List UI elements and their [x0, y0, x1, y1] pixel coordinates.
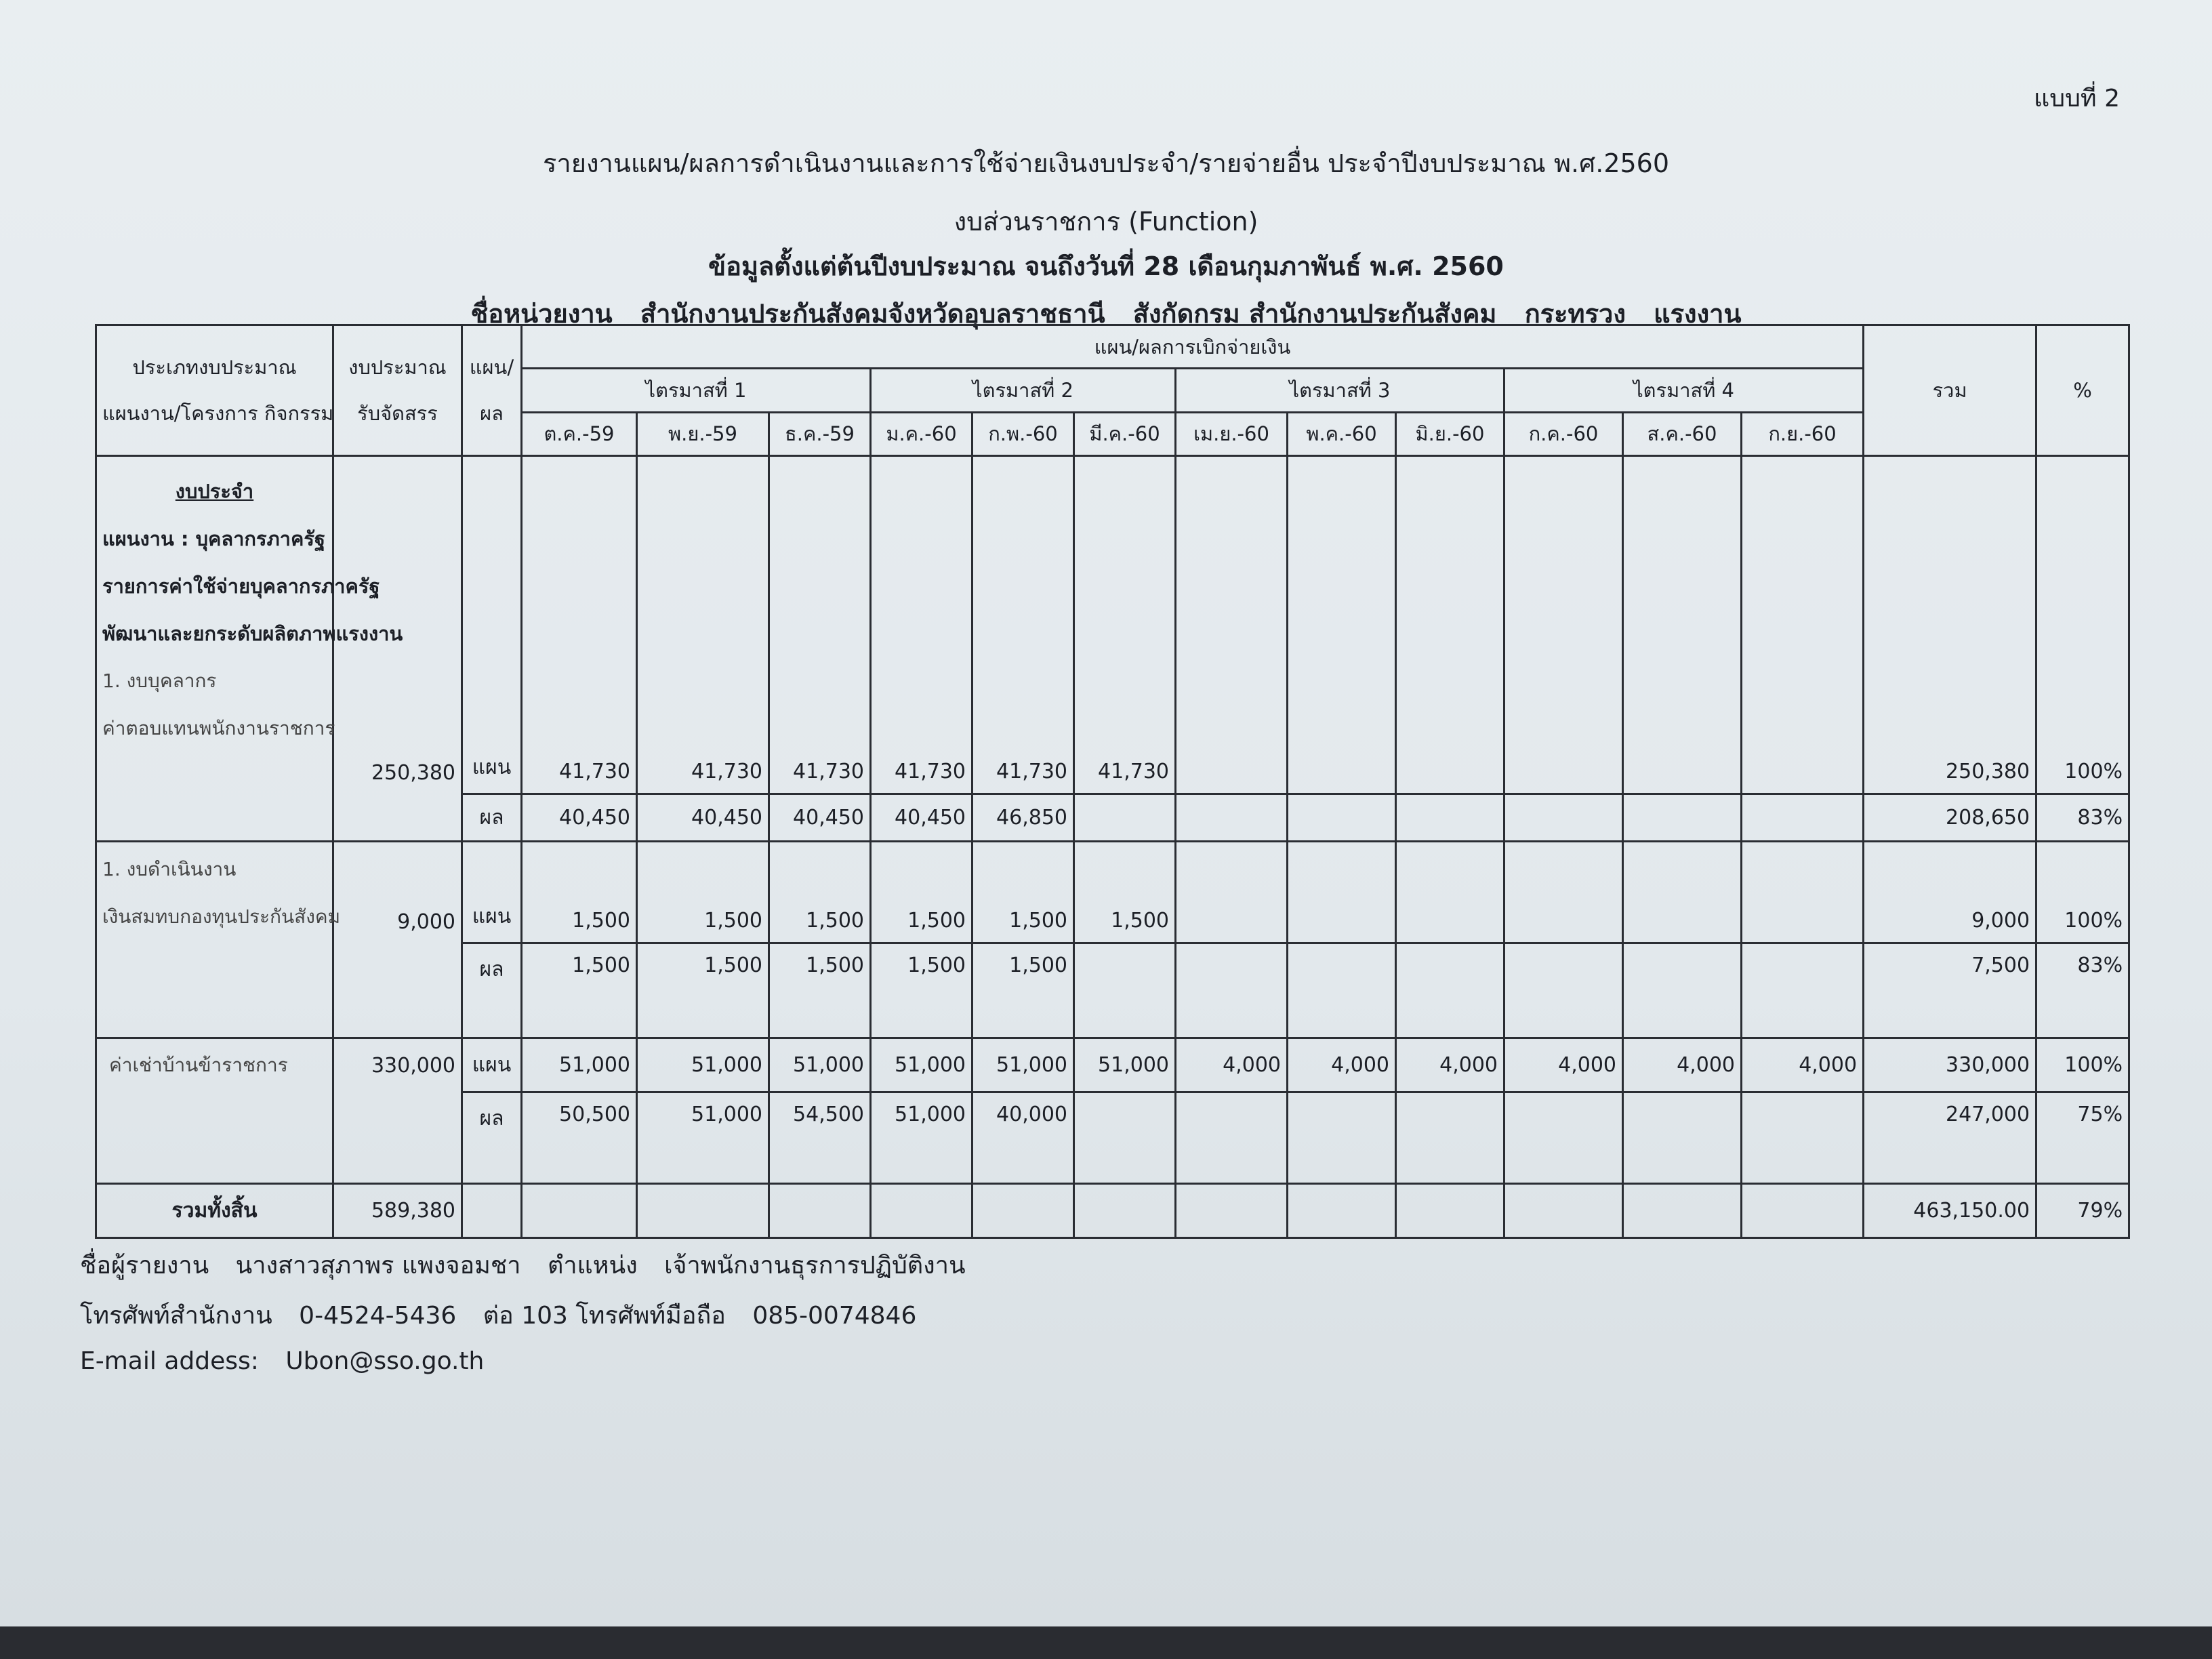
value-cell: 51,000: [637, 1092, 769, 1184]
header-row-1: [96, 325, 2129, 369]
budget-table: [95, 324, 2130, 1239]
empty-cell: [769, 1184, 871, 1238]
office-phone: 0-4524-5436: [299, 1302, 457, 1330]
section-description: งบประจำ แผนงาน : บุคลากรภาครัฐ รายการค่าใช้จ่ายบุคลากรภาครัฐ พัฒนาและยกระดับผลิตภาพแรงงาน 1. งบบุคลากร ค่าตอบแทนพนักงานราชการ: [96, 456, 333, 794]
value-cell: [1288, 456, 1396, 794]
value-cell: 40,450: [769, 794, 871, 842]
email-label: E-mail addess:: [80, 1347, 259, 1375]
category-cell: [96, 794, 333, 842]
value-cell: [1623, 842, 1742, 943]
value-cell: 41,730: [1074, 456, 1176, 794]
total-cell: 247,000: [1864, 1092, 2036, 1184]
value-cell: [1504, 943, 1623, 1038]
table-row: [96, 842, 2129, 943]
category-cell: [96, 943, 333, 1038]
value-cell: 51,000: [522, 1038, 637, 1092]
grand-total-percent: 79%: [2036, 1184, 2129, 1238]
value-cell: 1,500: [769, 842, 871, 943]
value-cell: 40,450: [637, 794, 769, 842]
month-header: พ.ค.-60: [1288, 412, 1396, 455]
month-header: ธ.ค.-59: [769, 412, 871, 455]
value-cell: 4,000: [1176, 1038, 1288, 1092]
ministry-label: กระทรวง: [1524, 299, 1626, 329]
value-cell: 40,450: [522, 794, 637, 842]
value-cell: [1623, 794, 1742, 842]
email-line: [80, 1347, 484, 1375]
value-cell: 41,730: [871, 456, 972, 794]
empty-cell: [1504, 1184, 1623, 1238]
dept-label: สังกัดกรม: [1132, 299, 1240, 329]
value-cell: [1176, 456, 1288, 794]
col-header-category: ประเภทงบประมาณ แผนงาน/โครงการ กิจกรรม: [96, 325, 333, 456]
value-cell: [1623, 456, 1742, 794]
empty-cell: [1074, 1184, 1176, 1238]
ext-value: 103: [521, 1302, 568, 1330]
value-cell: 1,500: [1074, 842, 1176, 943]
total-cell: 250,380: [1864, 456, 2036, 794]
grand-total-budget: 589,380: [333, 1184, 462, 1238]
empty-cell: [1396, 1184, 1504, 1238]
quarter-2-header: ไตรมาสที่ 2: [871, 369, 1176, 412]
value-cell: [1623, 1092, 1742, 1184]
empty-cell: [637, 1184, 769, 1238]
reporter-label: ชื่อผู้รายงาน: [80, 1252, 209, 1279]
month-header: ก.พ.-60: [972, 412, 1074, 455]
budget-cell: [333, 1092, 462, 1184]
value-cell: 51,000: [871, 1038, 972, 1092]
value-cell: 4,000: [1288, 1038, 1396, 1092]
category-cell: [96, 1092, 333, 1184]
value-cell: 1,500: [769, 943, 871, 1038]
value-cell: 51,000: [1074, 1038, 1176, 1092]
value-cell: 1,500: [637, 842, 769, 943]
month-header: พ.ย.-59: [637, 412, 769, 455]
category-cell: ค่าเช่าบ้านข้าราชการ: [96, 1038, 333, 1092]
value-cell: 1,500: [972, 842, 1074, 943]
value-cell: [1742, 794, 1864, 842]
value-cell: [1074, 1092, 1176, 1184]
value-cell: 54,500: [769, 1092, 871, 1184]
budget-cell: 250,380: [333, 456, 462, 794]
form-number: แบบที่ 2: [2034, 85, 2120, 112]
value-cell: [1504, 456, 1623, 794]
month-header: ส.ค.-60: [1623, 412, 1742, 455]
budget-cell: [333, 943, 462, 1038]
value-cell: 51,000: [972, 1038, 1074, 1092]
position-value: เจ้าพนักงานธุรการปฏิบัติงาน: [664, 1252, 966, 1279]
desk-edge: [0, 1626, 2212, 1659]
quarter-1-header: ไตรมาสที่ 1: [522, 369, 871, 412]
total-cell: 9,000: [1864, 842, 2036, 943]
value-cell: [1742, 842, 1864, 943]
percent-cell: 100%: [2036, 1038, 2129, 1092]
row-type: แผน: [462, 842, 522, 943]
value-cell: 40,450: [871, 794, 972, 842]
month-header: ก.ค.-60: [1504, 412, 1623, 455]
value-cell: 40,000: [972, 1092, 1074, 1184]
value-cell: 1,500: [972, 943, 1074, 1038]
empty-cell: [1623, 1184, 1742, 1238]
office-phone-label: โทรศัพท์สำนักงาน: [80, 1302, 272, 1330]
value-cell: [1742, 1092, 1864, 1184]
row-type: แผน: [462, 1038, 522, 1092]
value-cell: [1176, 943, 1288, 1038]
value-cell: 50,500: [522, 1092, 637, 1184]
grand-total-amount: 463,150.00: [1864, 1184, 2036, 1238]
row-type: ผล: [462, 794, 522, 842]
value-cell: [1396, 794, 1504, 842]
row-type: ผล: [462, 1092, 522, 1184]
percent-cell: 83%: [2036, 943, 2129, 1038]
table-row: [96, 943, 2129, 1038]
value-cell: [1504, 842, 1623, 943]
value-cell: 1,500: [871, 943, 972, 1038]
position-label: ตำแหน่ง: [547, 1252, 638, 1279]
total-cell: 7,500: [1864, 943, 2036, 1038]
report-title: รายงานแผน/ผลการดำเนินงานและการใช้จ่ายเงินงบประจำ/รายจ่ายอื่น ประจำปีงบประมาณ พ.ศ.2560: [542, 148, 1670, 178]
month-header: ก.ย.-60: [1742, 412, 1864, 455]
value-cell: 4,000: [1396, 1038, 1504, 1092]
value-cell: [1288, 943, 1396, 1038]
empty-cell: [1176, 1184, 1288, 1238]
value-cell: [1623, 943, 1742, 1038]
value-cell: 4,000: [1504, 1038, 1623, 1092]
budget-cell: 330,000: [333, 1038, 462, 1092]
grand-total-row: [96, 1184, 2129, 1238]
quarter-4-header: ไตรมาสที่ 4: [1504, 369, 1864, 412]
disbursement-header: แผน/ผลการเบิกจ่ายเงิน: [522, 325, 1864, 369]
value-cell: [1396, 1092, 1504, 1184]
value-cell: [1504, 1092, 1623, 1184]
value-cell: 41,730: [637, 456, 769, 794]
percent-cell: 100%: [2036, 456, 2129, 794]
value-cell: 51,000: [769, 1038, 871, 1092]
total-header: รวม: [1864, 325, 2036, 456]
budget-cell: [333, 794, 462, 842]
row-type: แผน: [462, 456, 522, 794]
report-subtitle: งบส่วนราชการ (Function): [954, 207, 1258, 237]
col-header-plan-result: แผน/ ผล: [462, 325, 522, 456]
col-header-budget: งบประมาณ รับจัดสรร: [333, 325, 462, 456]
empty-cell: [1288, 1184, 1396, 1238]
table-row: [96, 1092, 2129, 1184]
value-cell: [1742, 456, 1864, 794]
empty-cell: [522, 1184, 637, 1238]
row-type: ผล: [462, 943, 522, 1038]
value-cell: [1504, 794, 1623, 842]
category-cell: 1. งบดำเนินงาน เงินสมทบกองทุนประกันสังคม: [96, 842, 333, 943]
value-cell: 46,850: [972, 794, 1074, 842]
empty-cell: [972, 1184, 1074, 1238]
ministry-name: แรงงาน: [1654, 299, 1742, 329]
value-cell: [1288, 842, 1396, 943]
value-cell: [1396, 943, 1504, 1038]
value-cell: [1396, 456, 1504, 794]
quarter-3-header: ไตรมาสที่ 3: [1176, 369, 1504, 412]
value-cell: [1176, 842, 1288, 943]
value-cell: 41,730: [522, 456, 637, 794]
value-cell: [1074, 794, 1176, 842]
percent-cell: 83%: [2036, 794, 2129, 842]
reporter-name: นางสาวสุภาพร แพงจอมชา: [235, 1252, 521, 1279]
value-cell: [1176, 794, 1288, 842]
month-header: มี.ค.-60: [1074, 412, 1176, 455]
value-cell: [1742, 943, 1864, 1038]
table-row: [96, 456, 2129, 794]
empty-cell: [1742, 1184, 1864, 1238]
reporter-line: [80, 1246, 966, 1284]
value-cell: 51,000: [637, 1038, 769, 1092]
dept-name: สำนักงานประกันสังคม: [1248, 299, 1497, 329]
budget-cell: 9,000: [333, 842, 462, 943]
month-header: ม.ค.-60: [871, 412, 972, 455]
value-cell: 1,500: [522, 943, 637, 1038]
value-cell: 4,000: [1742, 1038, 1864, 1092]
value-cell: [1176, 1092, 1288, 1184]
value-cell: 51,000: [871, 1092, 972, 1184]
unit-name: สำนักงานประกันสังคมจังหวัดอุบลราชธานี: [640, 299, 1105, 329]
total-cell: 208,650: [1864, 794, 2036, 842]
percent-cell: 75%: [2036, 1092, 2129, 1184]
email-value: Ubon@sso.go.th: [285, 1347, 485, 1375]
total-cell: 330,000: [1864, 1038, 2036, 1092]
value-cell: 41,730: [972, 456, 1074, 794]
empty-cell: [462, 1184, 522, 1238]
value-cell: 1,500: [522, 842, 637, 943]
value-cell: 41,730: [769, 456, 871, 794]
percent-header: %: [2036, 325, 2129, 456]
table-row: [96, 1038, 2129, 1092]
value-cell: [1288, 1092, 1396, 1184]
value-cell: [1074, 943, 1176, 1038]
empty-cell: [871, 1184, 972, 1238]
percent-cell: 100%: [2036, 842, 2129, 943]
value-cell: 1,500: [871, 842, 972, 943]
ext-label: ต่อ: [483, 1302, 514, 1330]
table-row: [96, 794, 2129, 842]
value-cell: 1,500: [637, 943, 769, 1038]
report-date-range: ข้อมูลตั้งแต่ต้นปีงบประมาณ จนถึงวันที่ 28 เดือนกุมภาพันธ์ พ.ศ. 2560: [708, 251, 1504, 281]
value-cell: [1396, 842, 1504, 943]
mobile-label: โทรศัพท์มือถือ: [575, 1302, 726, 1330]
phone-line: [80, 1296, 916, 1334]
value-cell: 4,000: [1623, 1038, 1742, 1092]
grand-total-label: รวมทั้งสิ้น: [96, 1184, 333, 1238]
unit-label: ชื่อหน่วยงาน: [470, 299, 613, 329]
value-cell: [1288, 794, 1396, 842]
month-header: มิ.ย.-60: [1396, 412, 1504, 455]
mobile-value: 085-0074846: [752, 1302, 917, 1330]
month-header: ต.ค.-59: [522, 412, 637, 455]
month-header: เม.ย.-60: [1176, 412, 1288, 455]
